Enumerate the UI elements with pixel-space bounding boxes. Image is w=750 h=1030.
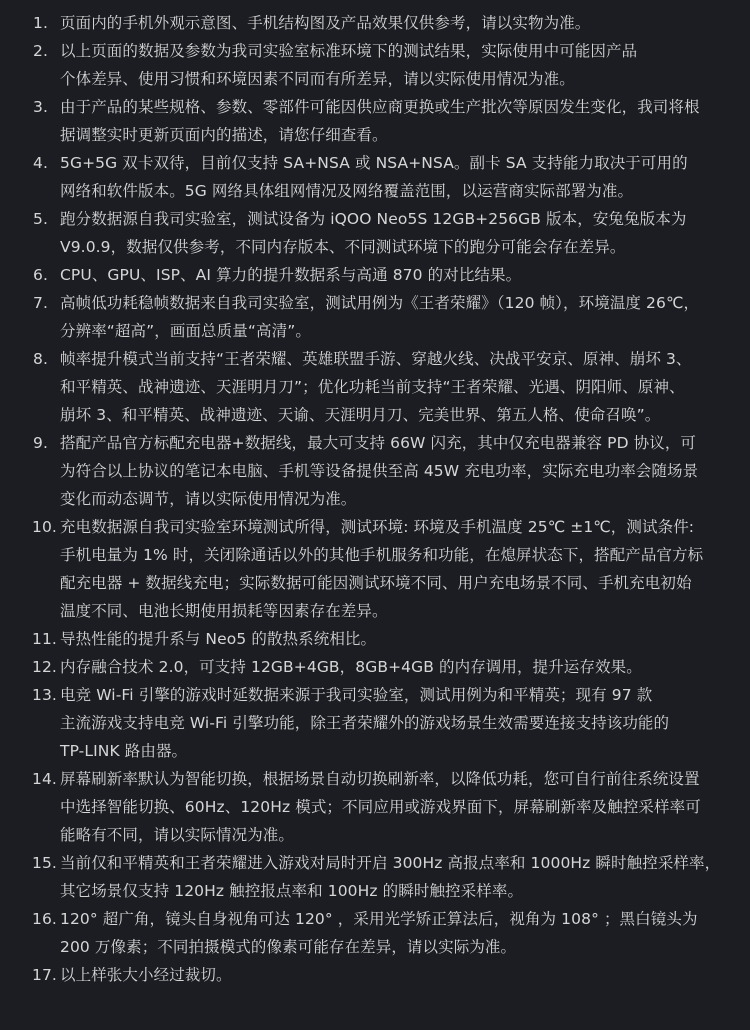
disclaimer-item-3	[0, 93, 750, 149]
disclaimer-item-7	[0, 289, 750, 345]
disclaimer-item-9	[0, 429, 750, 513]
item-text-line: 5G+5G 双卡双待，目前仅支持 SA+NSA 或 NSA+NSA。副卡 SA 支持能力取决于可用的	[60, 154, 688, 172]
item-text	[60, 625, 716, 653]
item-number: 3.	[33, 98, 48, 116]
item-text-line: 帧率提升模式当前支持“王者荣耀、英雄联盟手游、穿越火线、决战平安京、原神、崩坏 3、	[60, 350, 692, 368]
item-text	[60, 93, 716, 149]
disclaimer-item-11	[0, 625, 750, 653]
item-number: 7.	[33, 294, 48, 312]
item-text-line: 分辨率“超高”，画面总质量“高清”。	[60, 322, 311, 340]
item-text-line: 变化而动态调节，请以实际使用情况为准。	[60, 490, 357, 508]
item-text-line: 搭配产品官方标配充电器+数据线，最大可支持 66W 闪充，其中仅充电器兼容 PD 协议，可	[60, 434, 697, 452]
item-text-line: 崩坏 3、和平精英、战神遗迹、天谕、天涯明月刀、完美世界、第五人格、使命召唤”。	[60, 406, 661, 424]
item-text-line: 由于产品的某些规格、参数、零部件可能因供应商更换或生产批次等原因发生变化，我司将根	[60, 98, 700, 116]
item-text	[60, 681, 716, 765]
item-text	[60, 849, 721, 905]
item-text-line: 和平精英、战神遗迹、天涯明月刀”；优化功耗当前支持“王者荣耀、光遇、阴阳师、原神、	[60, 378, 685, 396]
disclaimer-item-16	[0, 905, 750, 961]
item-text-line: V9.0.9，数据仅供参考，不同内存版本、不同测试环境下的跑分可能会存在差异。	[60, 238, 626, 256]
item-number: 4.	[33, 154, 48, 172]
item-text-line: 导热性能的提升系与 Neo5 的散热系统相比。	[60, 630, 377, 648]
disclaimer-item-1	[0, 9, 750, 37]
item-text-line: 个体差异、使用习惯和环境因素不同而有所差异，请以实际使用情况为准。	[60, 70, 575, 88]
item-number: 15.	[32, 854, 57, 872]
item-number: 6.	[33, 266, 48, 284]
item-text	[60, 261, 716, 289]
disclaimer-item-12	[0, 653, 750, 681]
disclaimer-item-5	[0, 205, 750, 261]
item-text-line: 页面内的手机外观示意图、手机结构图及产品效果仅供参考，请以实物为准。	[60, 14, 591, 32]
item-number: 16.	[32, 910, 57, 928]
item-text-line: 温度不同、电池长期使用损耗等因素存在差异。	[60, 602, 388, 620]
item-number: 17.	[32, 966, 57, 984]
item-text-line: 以上样张大小经过裁切。	[60, 966, 232, 984]
item-number: 2.	[33, 42, 48, 60]
item-text-line: 充电数据源自我司实验室环境测试所得，测试环境: 环境及手机温度 25℃ ±1℃，测试条件:	[60, 518, 695, 536]
item-number: 10.	[32, 518, 57, 536]
disclaimer-item-8	[0, 345, 750, 429]
item-text-line: 主流游戏支持电竞 Wi-Fi 引擎功能，除王者荣耀外的游戏场景生效需要连接支持该功能的	[60, 714, 670, 732]
item-number: 12.	[32, 658, 57, 676]
item-text-line: 跑分数据源自我司实验室，测试设备为 iQOO Neo5S 12GB+256GB 版本，安兔兔版本为	[60, 210, 687, 228]
disclaimer-item-6	[0, 261, 750, 289]
item-number: 11.	[32, 630, 57, 648]
item-number: 9.	[33, 434, 48, 452]
disclaimer-item-13	[0, 681, 750, 765]
item-text	[60, 765, 716, 849]
item-text-line: 据调整实时更新页面内的描述，请您仔细查看。	[60, 126, 388, 144]
disclaimer-item-15	[0, 849, 750, 905]
item-number: 8.	[33, 350, 48, 368]
item-text	[60, 149, 716, 205]
item-text	[60, 205, 716, 261]
disclaimer-item-14	[0, 765, 750, 849]
item-text-line: 以上页面的数据及参数为我司实验室标准环境下的测试结果，实际使用中可能因产品	[60, 42, 638, 60]
disclaimer-item-10	[0, 513, 750, 625]
item-text-line: 高帧低功耗稳帧数据来自我司实验室，测试用例为《王者荣耀》（120 帧），环境温度 26℃，	[60, 294, 700, 312]
item-text	[60, 905, 716, 961]
item-text	[60, 961, 716, 989]
item-text-line: 配充电器 + 数据线充电；实际数据可能因测试环境不同、用户充电场景不同、手机充电初始	[60, 574, 692, 592]
item-text	[60, 9, 716, 37]
item-text-line: 200 万像素；不同拍摄模式的像素可能存在差异，请以实际为准。	[60, 938, 517, 956]
item-number: 13.	[32, 686, 57, 704]
item-text-line: 能略有不同，请以实际情况为准。	[60, 826, 295, 844]
item-text	[60, 513, 716, 625]
item-text-line: CPU、GPU、ISP、AI 算力的提升数据系与高通 870 的对比结果。	[60, 266, 522, 284]
item-text-line: 中选择智能切换、60Hz、120Hz 模式；不同应用或游戏界面下，屏幕刷新率及触控采样率可	[60, 798, 701, 816]
item-text	[60, 429, 716, 513]
item-text-line: 120° 超广角，镜头自身视角可达 120° ，采用光学矫正算法后，视角为 108° ；黑白镜头为	[60, 910, 698, 928]
item-text-line: 网络和软件版本。5G 网络具体组网情况及网络覆盖范围，以运营商实际部署为准。	[60, 182, 634, 200]
disclaimer-list	[0, 9, 750, 989]
item-number: 14.	[32, 770, 57, 788]
item-text-line: 电竞 Wi-Fi 引擎的游戏时延数据来源于我司实验室，测试用例为和平精英；现有 97 款	[60, 686, 653, 704]
item-text-line: 其它场景仅支持 120Hz 触控报点率和 100Hz 的瞬时触控采样率。	[60, 882, 524, 900]
item-number: 1.	[33, 14, 48, 32]
item-text-line: 屏幕刷新率默认为智能切换，根据场景自动切换刷新率，以降低功耗，您可自行前往系统设置	[60, 770, 700, 788]
disclaimer-item-4	[0, 149, 750, 205]
item-number: 5.	[33, 210, 48, 228]
item-text-line: 内存融合技术 2.0，可支持 12GB+4GB，8GB+4GB 的内存调用，提升运存效果。	[60, 658, 642, 676]
item-text-line: 手机电量为 1% 时，关闭除通话以外的其他手机服务和功能，在熄屏状态下，搭配产品官方标	[60, 546, 704, 564]
item-text	[60, 37, 716, 93]
item-text	[60, 653, 716, 681]
item-text	[60, 345, 716, 429]
disclaimer-item-17	[0, 961, 750, 989]
item-text-line: 为符合以上协议的笔记本电脑、手机等设备提供至高 45W 充电功率，实际充电功率会随场景	[60, 462, 699, 480]
disclaimer-item-2	[0, 37, 750, 93]
item-text-line: 当前仅和平精英和王者荣耀进入游戏对局时开启 300Hz 高报点率和 1000Hz 瞬时触控采样率，	[60, 854, 721, 872]
item-text-line: TP-LINK 路由器。	[60, 742, 188, 760]
item-text	[60, 289, 716, 345]
